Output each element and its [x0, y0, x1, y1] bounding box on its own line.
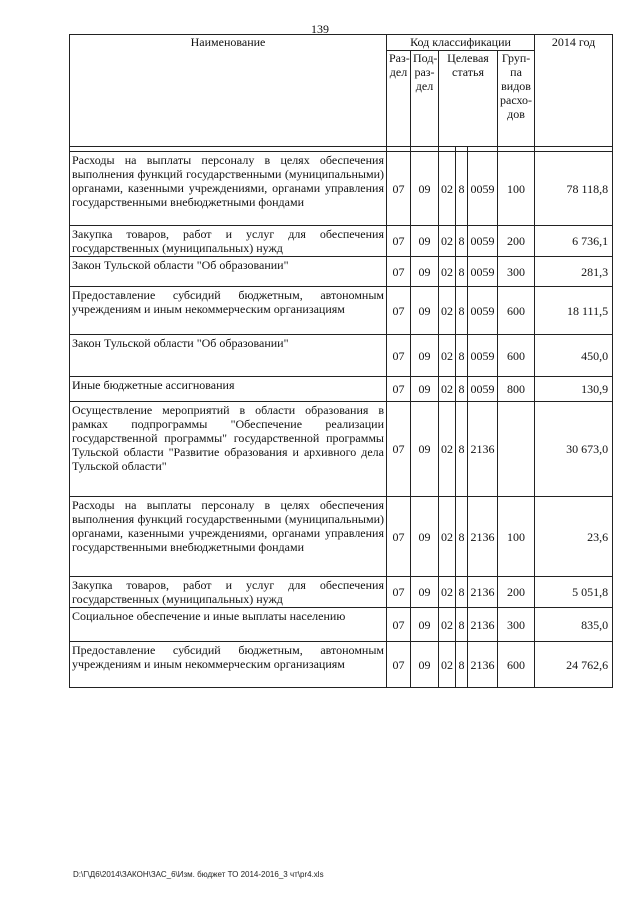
row-podrazdel: 09 [411, 377, 439, 402]
row-amount: 281,3 [535, 257, 613, 287]
row-target-part2: 8 [456, 226, 468, 257]
row-group: 800 [498, 377, 535, 402]
row-razdel: 07 [387, 335, 411, 377]
row-target-part3: 2136 [468, 642, 498, 688]
row-group: 300 [498, 257, 535, 287]
row-podrazdel: 09 [411, 577, 439, 608]
row-target-part2: 8 [456, 287, 468, 335]
table-row [70, 577, 613, 608]
table-row [70, 377, 613, 402]
row-amount: 30 673,0 [535, 402, 613, 497]
row-amount: 130,9 [535, 377, 613, 402]
row-razdel: 07 [387, 226, 411, 257]
table-row [70, 226, 613, 257]
row-razdel: 07 [387, 287, 411, 335]
row-podrazdel: 09 [411, 152, 439, 226]
row-razdel: 07 [387, 577, 411, 608]
row-target-part2: 8 [456, 152, 468, 226]
row-target-part3: 0059 [468, 335, 498, 377]
table-row [70, 402, 613, 497]
row-target-part2: 8 [456, 257, 468, 287]
row-target-part3: 0059 [468, 377, 498, 402]
row-target-part2: 8 [456, 335, 468, 377]
table-row [70, 642, 613, 688]
row-target-part3: 2136 [468, 497, 498, 577]
row-podrazdel: 09 [411, 335, 439, 377]
row-podrazdel: 09 [411, 497, 439, 577]
row-podrazdel: 09 [411, 226, 439, 257]
header-group: Груп- па видов расхо- дов [498, 51, 535, 147]
row-target-part1: 02 [439, 257, 456, 287]
row-target-part3: 0059 [468, 226, 498, 257]
row-name: Предоставление субсидий бюджетным, автономным учреждениям и иным некоммерческим организациям [70, 287, 387, 335]
row-name: Социальное обеспечение и иные выплаты населению [70, 608, 387, 642]
row-target-part1: 02 [439, 402, 456, 497]
row-target-part3: 2136 [468, 577, 498, 608]
row-name: Расходы на выплаты персоналу в целях обеспечения выполнения функций государственными (муниципальными) органами, казенными учреждениями, органами управления государственными внебюджетными фондами [70, 152, 387, 226]
row-target-part2: 8 [456, 577, 468, 608]
header-year: 2014 год [535, 35, 613, 147]
row-name: Закупка товаров, работ и услуг для обеспечения государственных (муниципальных) нужд [70, 226, 387, 257]
row-podrazdel: 09 [411, 608, 439, 642]
row-target-part1: 02 [439, 287, 456, 335]
row-group: 100 [498, 497, 535, 577]
row-amount: 23,6 [535, 497, 613, 577]
row-amount: 835,0 [535, 608, 613, 642]
budget-table [69, 34, 613, 688]
row-target-part2: 8 [456, 642, 468, 688]
row-target-part1: 02 [439, 335, 456, 377]
table-row [70, 287, 613, 335]
table-row [70, 608, 613, 642]
row-name: Закон Тульской области "Об образовании" [70, 257, 387, 287]
row-group: 300 [498, 608, 535, 642]
row-podrazdel: 09 [411, 257, 439, 287]
row-amount: 78 118,8 [535, 152, 613, 226]
header-name: Наименование [70, 35, 387, 147]
table-row [70, 257, 613, 287]
row-amount: 18 111,5 [535, 287, 613, 335]
row-group: 600 [498, 642, 535, 688]
row-podrazdel: 09 [411, 287, 439, 335]
table-row [70, 152, 613, 226]
row-target-part1: 02 [439, 577, 456, 608]
row-target-part2: 8 [456, 377, 468, 402]
row-group: 200 [498, 226, 535, 257]
row-amount: 6 736,1 [535, 226, 613, 257]
row-target-part1: 02 [439, 642, 456, 688]
row-razdel: 07 [387, 257, 411, 287]
row-group [498, 402, 535, 497]
row-target-part1: 02 [439, 152, 456, 226]
row-target-part2: 8 [456, 402, 468, 497]
row-razdel: 07 [387, 152, 411, 226]
row-target-part3: 2136 [468, 402, 498, 497]
row-target-part1: 02 [439, 608, 456, 642]
header-razdel: Раз- дел [387, 51, 411, 147]
row-target-part3: 0059 [468, 287, 498, 335]
row-name: Закупка товаров, работ и услуг для обеспечения государственных (муниципальных) нужд [70, 577, 387, 608]
row-razdel: 07 [387, 497, 411, 577]
row-group: 200 [498, 577, 535, 608]
row-target-part3: 0059 [468, 152, 498, 226]
row-razdel: 07 [387, 377, 411, 402]
file-path-footer: D:\Г\Д6\2014\ЗАКОН\ЗАС_6\Изм. бюджет ТО 2014-2016_3 чт\pr4.xls [73, 870, 324, 879]
row-group: 600 [498, 335, 535, 377]
row-razdel: 07 [387, 642, 411, 688]
row-name: Расходы на выплаты персоналу в целях обеспечения выполнения функций государственными (муниципальными) органами, казенными учреждениями, органами управления государственными внебюджетными фондами [70, 497, 387, 577]
row-name: Закон Тульской области "Об образовании" [70, 335, 387, 377]
table-row [70, 335, 613, 377]
row-target-part3: 2136 [468, 608, 498, 642]
row-amount: 450,0 [535, 335, 613, 377]
row-target-part1: 02 [439, 377, 456, 402]
table-row [70, 497, 613, 577]
row-group: 100 [498, 152, 535, 226]
row-target-part1: 02 [439, 226, 456, 257]
row-amount: 24 762,6 [535, 642, 613, 688]
page-number: 139 [311, 22, 329, 36]
row-target-part2: 8 [456, 497, 468, 577]
row-group: 600 [498, 287, 535, 335]
header-code-group: Код классификации [387, 35, 535, 51]
row-razdel: 07 [387, 402, 411, 497]
row-target-part3: 0059 [468, 257, 498, 287]
row-podrazdel: 09 [411, 642, 439, 688]
row-target-part2: 8 [456, 608, 468, 642]
header-podrazdel: Под- раз- дел [411, 51, 439, 147]
row-name: Осуществление мероприятий в области образования в рамках подпрограммы "Обеспечение реализации государственной программы" государственной программы Тульской области "Развитие образования и архивного дела Тульской области" [70, 402, 387, 497]
row-podrazdel: 09 [411, 402, 439, 497]
row-razdel: 07 [387, 608, 411, 642]
row-amount: 5 051,8 [535, 577, 613, 608]
row-name: Иные бюджетные ассигнования [70, 377, 387, 402]
row-name: Предоставление субсидий бюджетным, автономным учреждениям и иным некоммерческим организациям [70, 642, 387, 688]
row-target-part1: 02 [439, 497, 456, 577]
header-target: Целевая статья [439, 51, 498, 147]
